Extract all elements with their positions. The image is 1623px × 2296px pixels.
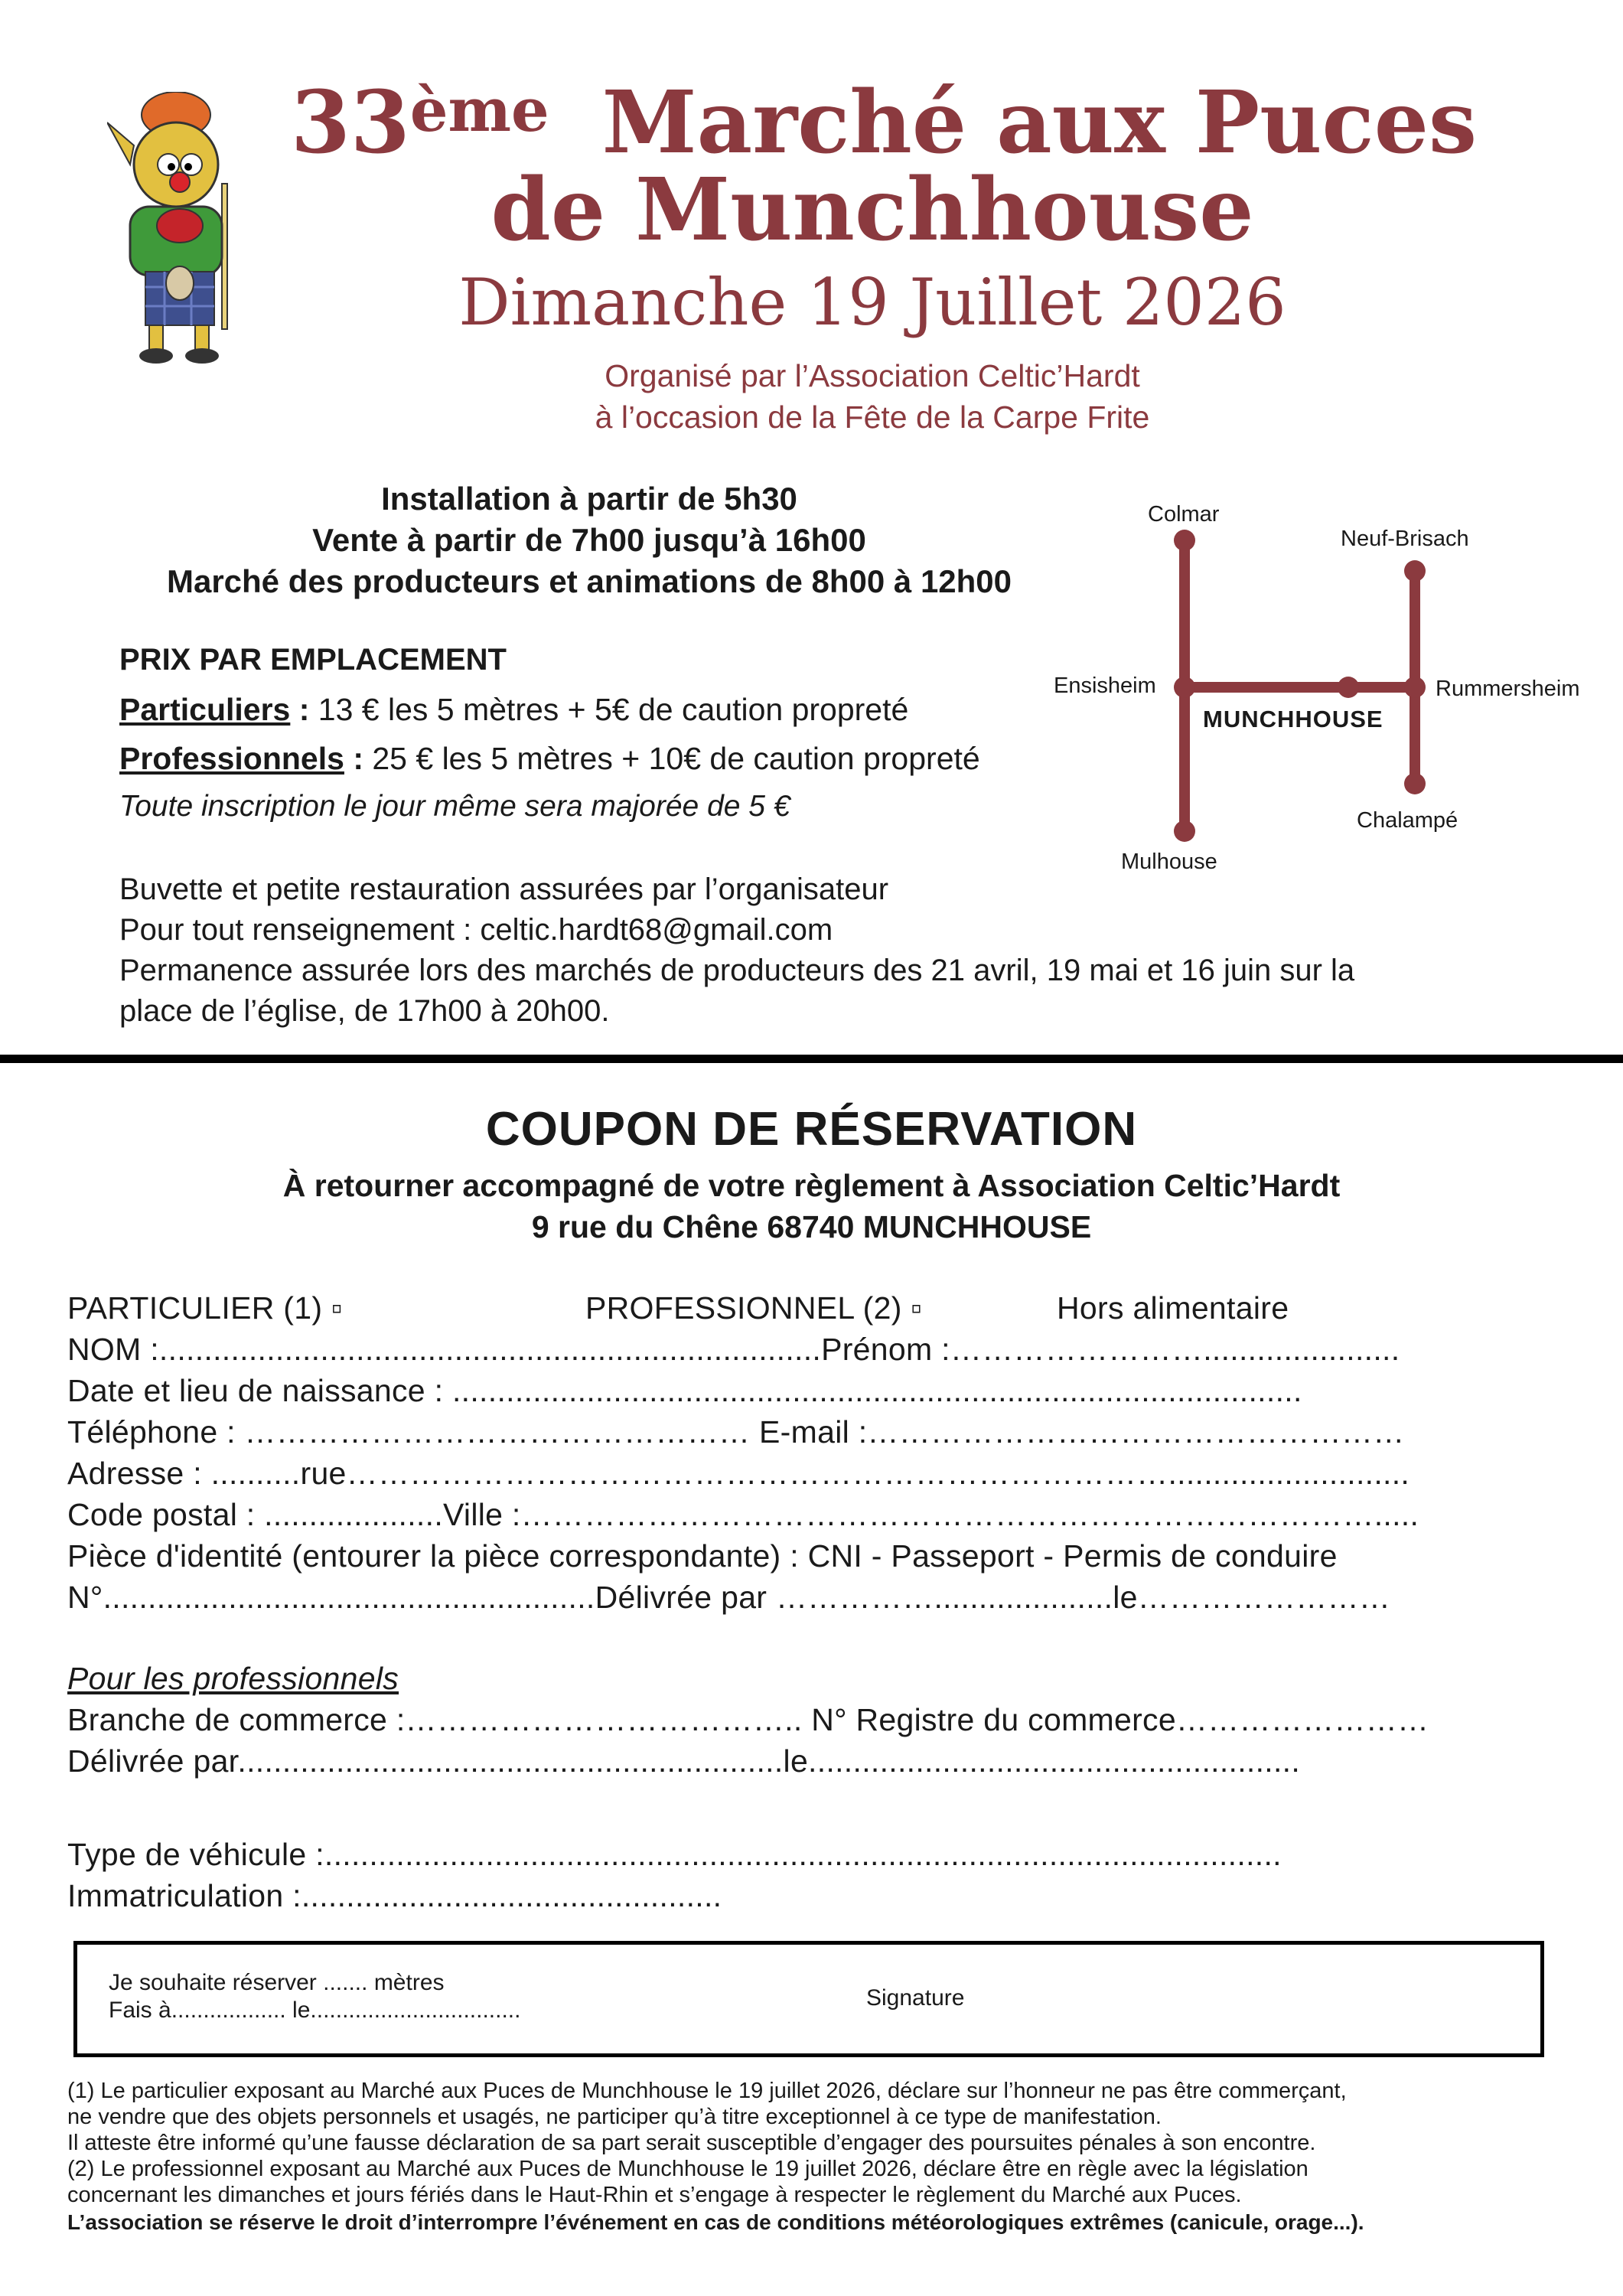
node-ensisheim bbox=[1174, 677, 1195, 698]
field-piece-identite[interactable]: Pièce d'identité (entourer la pièce correspondante) : CNI - Passeport - Permis de conduire bbox=[67, 1538, 1338, 1574]
surcharge-note: Toute inscription le jour même sera majorée de 5 € bbox=[119, 790, 790, 823]
node-neuf-brisach bbox=[1404, 560, 1426, 582]
sale-time: Vente à partir de 7h00 jusqu’à 16h00 bbox=[312, 522, 866, 558]
map-label-rummersheim: Rummersheim bbox=[1436, 677, 1580, 701]
map-label-mulhouse: Mulhouse bbox=[1121, 850, 1217, 874]
prices-heading: PRIX PAR EMPLACEMENT bbox=[119, 643, 507, 677]
permanence-info-cont: place de l’église, de 17h00 à 20h00. bbox=[119, 994, 610, 1028]
field-telephone-email[interactable]: Téléphone : ………………………………………… E-mail :…………………………………………… bbox=[67, 1414, 1405, 1450]
event-title bbox=[291, 61, 1478, 173]
title-number: 33 bbox=[291, 73, 410, 173]
event-date: Dimanche 19 Juillet 2026 bbox=[458, 265, 1286, 340]
field-pro-delivree[interactable]: Délivrée par.............................................................le....................................................... bbox=[67, 1743, 1301, 1779]
node-chalampe bbox=[1404, 773, 1426, 794]
checkbox-professionnel[interactable]: PROFESSIONNEL (2) ▫ bbox=[585, 1290, 923, 1326]
coupon-return-line: À retourner accompagné de votre règlement à Association Celtic’Hardt bbox=[282, 1168, 1341, 1203]
field-immatriculation[interactable]: Immatriculation :............................................... bbox=[67, 1878, 722, 1913]
occasion: à l’occasion de la Fête de la Carpe Frite bbox=[595, 400, 1150, 435]
map-label-neuf-brisach: Neuf-Brisach bbox=[1341, 527, 1469, 551]
pro-text: 25 € les 5 mètres + 10€ de caution propreté bbox=[363, 741, 980, 776]
field-adresse[interactable]: Adresse : ..........rue……………………………………………………………………........................... bbox=[67, 1456, 1410, 1491]
producers-market-time: Marché des producteurs et animations de 8h00 à 12h00 bbox=[166, 563, 1012, 599]
footnote-2a: (2) Le professionnel exposant au Marché aux Puces de Munchhouse le 19 juillet 2026, déclare être en règle avec la législation bbox=[67, 2157, 1309, 2181]
field-code-postal-ville[interactable]: Code postal : ....................Ville :………………………………………………………………………..... bbox=[67, 1497, 1419, 1532]
refreshments-info: Buvette et petite restauration assurées par l’organisateur bbox=[119, 872, 889, 906]
install-time: Installation à partir de 5h30 bbox=[381, 481, 797, 517]
field-naissance[interactable]: Date et lieu de naissance : ............................................................................................... bbox=[67, 1373, 1302, 1408]
field-reserve-meters[interactable]: Je souhaite réserver ....... mètres bbox=[109, 1970, 445, 1995]
permanence-info: Permanence assurée lors des marchés de producteurs des 21 avril, 19 mai et 16 juin sur la bbox=[119, 954, 1355, 987]
node-colmar bbox=[1174, 530, 1195, 551]
footnote-1c: Il atteste être informé qu’une fausse déclaration de sa part serait susceptible d’engager des poursuites pénales à son encontre. bbox=[67, 2131, 1316, 2155]
field-numero-delivree[interactable]: N°.......................................................Délivrée par ……………....................le…………………… bbox=[67, 1580, 1391, 1615]
pro-sep: : bbox=[344, 741, 363, 776]
footnote-1b: ne vendre que des objets personnels et usagés, ne participer qu’à titre exceptionnel à ce type de manifestation. bbox=[67, 2105, 1162, 2129]
signature-field[interactable]: Signature bbox=[866, 1985, 965, 2011]
field-nom-prenom[interactable]: NOM :..........................................................................Prénom :……………………...................... bbox=[67, 1332, 1400, 1367]
field-vehicule[interactable]: Type de véhicule :........................................................................................................... bbox=[67, 1837, 1282, 1872]
pro-label: Professionnels bbox=[119, 741, 344, 776]
node-mulhouse bbox=[1174, 820, 1195, 842]
field-fait-a[interactable]: Fais à.................. le................................. bbox=[109, 1998, 521, 2023]
map-label-ensisheim: Ensisheim bbox=[1054, 673, 1156, 698]
footnote-2b: concernant les dimanches et jours fériés dans le Haut-Rhin et s’engage à respecter le règlement du Marché aux Puces. bbox=[67, 2183, 1242, 2207]
coupon-title: COUPON DE RÉSERVATION bbox=[485, 1103, 1138, 1156]
bagpiper-mascot-illustration bbox=[107, 92, 268, 367]
map-label-colmar: Colmar bbox=[1148, 502, 1220, 527]
contact-info: Pour tout renseignement : celtic.hardt68@gmail.com bbox=[119, 913, 833, 947]
individual-text: 13 € les 5 mètres + 5€ de caution propreté bbox=[309, 692, 909, 727]
individual-price bbox=[119, 692, 908, 728]
title-ordinal: ème bbox=[409, 76, 549, 145]
node-munchhouse bbox=[1338, 677, 1359, 698]
weather-notice: L’association se réserve le droit d’interrompre l’événement en cas de conditions météorologiques extrêmes (canicule, orage...). bbox=[67, 2210, 1364, 2234]
individual-label: Particuliers bbox=[119, 692, 291, 727]
footnote-1a: (1) Le particulier exposant au Marché aux Puces de Munchhouse le 19 juillet 2026, déclare sur l’honneur ne pas être commerçant, bbox=[67, 2079, 1347, 2103]
map-label-munchhouse: MUNCHHOUSE bbox=[1203, 706, 1383, 732]
title-rest: Marché aux Puces bbox=[601, 73, 1478, 173]
hors-alimentaire-label: Hors alimentaire bbox=[1057, 1290, 1289, 1326]
section-divider bbox=[0, 1055, 1623, 1063]
field-branche-registre[interactable]: Branche de commerce :……………………………….. N° Registre du commerce…………………… bbox=[67, 1702, 1429, 1737]
node-rummersheim bbox=[1404, 677, 1426, 698]
map-label-chalampe: Chalampé bbox=[1357, 808, 1458, 833]
coupon-address-line: 9 rue du Chêne 68740 MUNCHHOUSE bbox=[531, 1209, 1092, 1244]
organized-by: Organisé par l’Association Celtic’Hardt bbox=[605, 358, 1140, 393]
checkbox-particulier[interactable]: PARTICULIER (1) ▫ bbox=[67, 1290, 343, 1326]
pro-price bbox=[119, 741, 980, 777]
pro-section-heading: Pour les professionnels bbox=[67, 1661, 399, 1696]
event-title-line2: de Munchhouse bbox=[490, 160, 1254, 260]
individual-sep: : bbox=[290, 692, 310, 727]
